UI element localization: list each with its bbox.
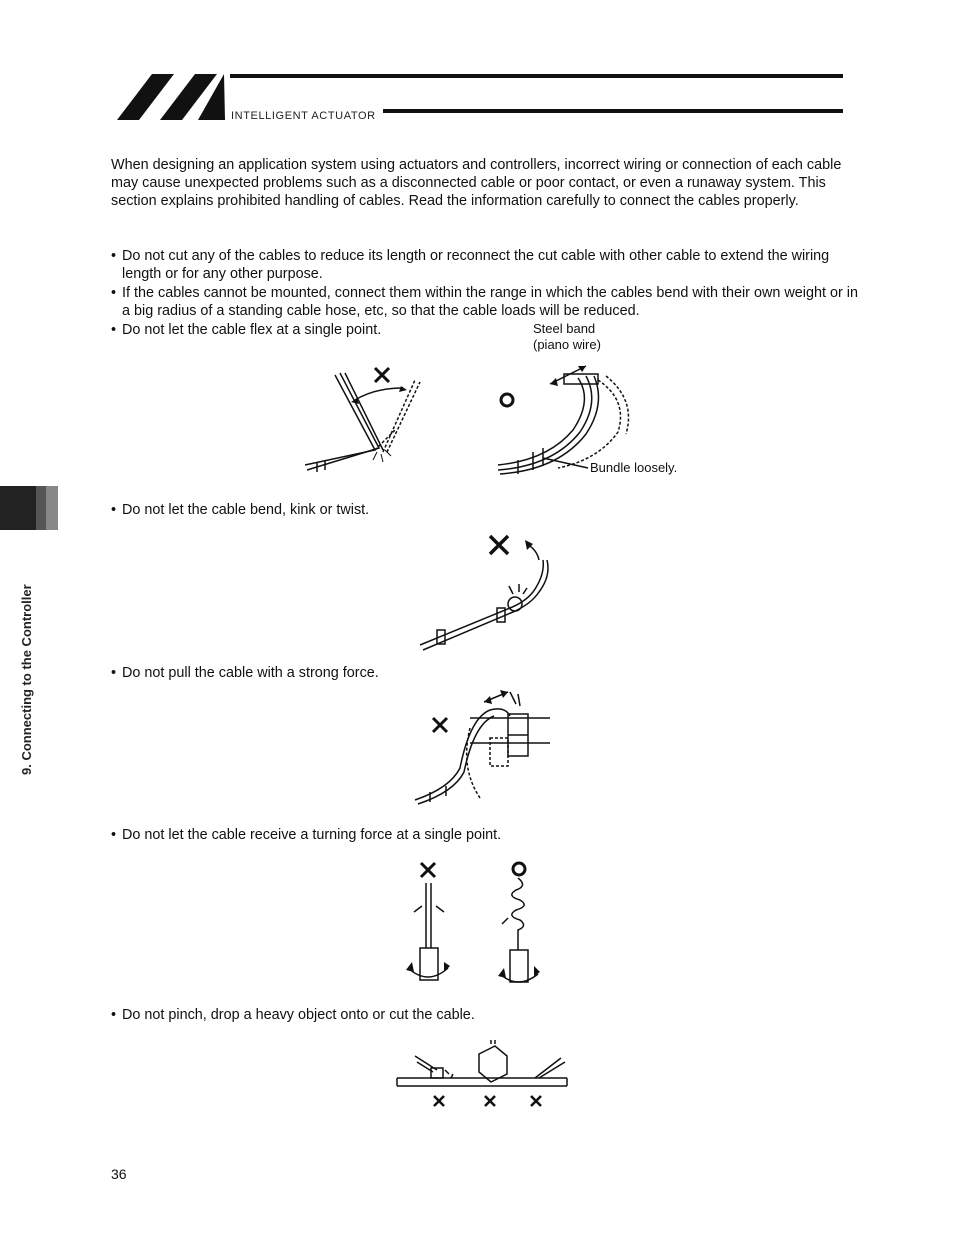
bullet-no-bend: • Do not let the cable bend, kink or twist. bbox=[111, 501, 862, 519]
intro-paragraph: When designing an application system using actuators and controllers, incorrect wiring or connection of each cable may cause unexpected problems such as a disconnected cable or poor contact, or even a runaway system. This section explains prohibited handling of cables. Read the information carefully to connect the cables properly. bbox=[111, 157, 842, 210]
bundle-loosely-label: Bundle loosely. bbox=[590, 460, 678, 475]
company-logo bbox=[112, 72, 847, 124]
chapter-label: 9. Connecting to the Controller bbox=[19, 584, 34, 775]
bullet-no-flex: • Do not let the cable flex at a single point. bbox=[111, 321, 862, 339]
piano-wire-label: (piano wire) bbox=[533, 337, 601, 352]
pull-wrong-illustration bbox=[410, 688, 560, 808]
kink-wrong-illustration bbox=[415, 530, 565, 655]
bullet-mount-range: • If the cables cannot be mounted, connect them within the range in which the cables bend with their own weight or in a big radius of a standing cable hose, etc, so that the cable loads will be reduced. bbox=[111, 284, 862, 320]
brand-name: INTELLIGENT ACTUATOR bbox=[231, 110, 376, 122]
bullet-no-pull: • Do not pull the cable with a strong force. bbox=[111, 664, 862, 682]
chapter-tab bbox=[0, 486, 58, 530]
flex-wrong-illustration bbox=[295, 360, 425, 480]
bullet-no-pinch: • Do not pinch, drop a heavy object onto or cut the cable. bbox=[111, 1006, 862, 1024]
page-number: 36 bbox=[111, 1166, 127, 1182]
steel-band-label: Steel band bbox=[533, 321, 596, 336]
bullet-no-cut: • Do not cut any of the cables to reduce its length or reconnect the cut cable with other cable to extend the wiring length or for any other purpose. bbox=[111, 247, 862, 283]
twist-illustration bbox=[398, 858, 558, 993]
pinch-drop-cut-illustration bbox=[395, 1040, 575, 1115]
flex-right-illustration bbox=[488, 360, 648, 480]
bullet-no-turn: • Do not let the cable receive a turning force at a single point. bbox=[111, 826, 862, 844]
